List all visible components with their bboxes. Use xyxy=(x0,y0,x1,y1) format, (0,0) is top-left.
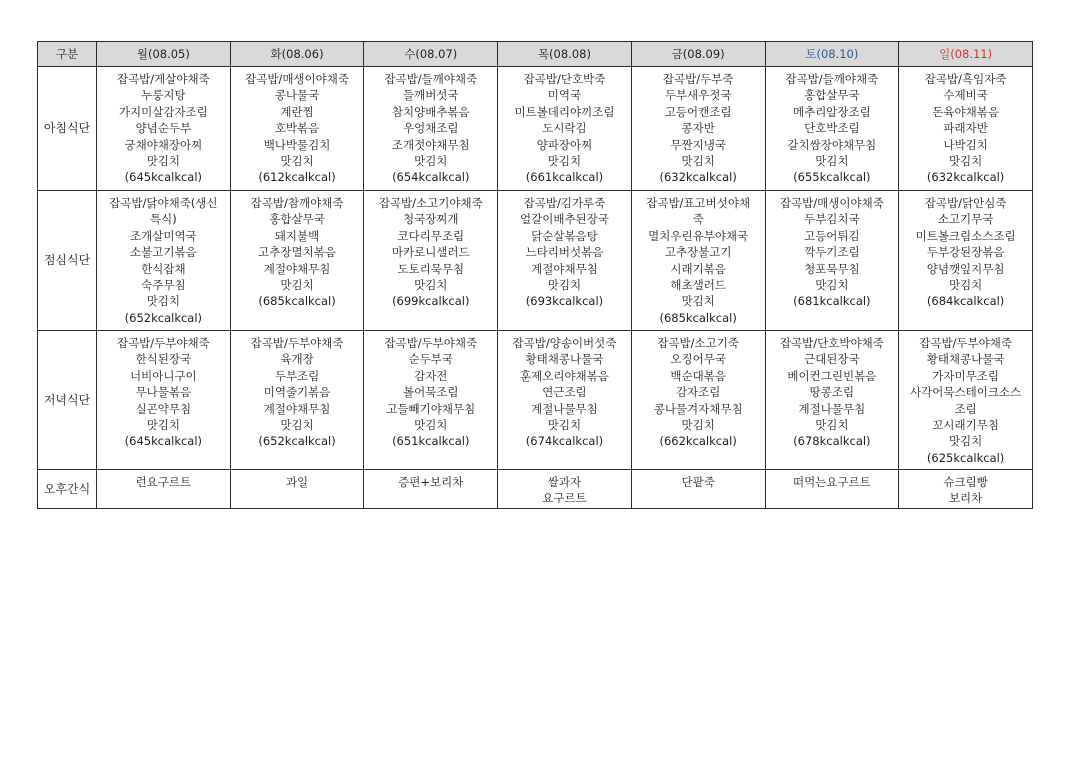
menu-item: 무나물볶음 xyxy=(135,385,192,400)
menu-item: 조림 xyxy=(954,401,977,416)
menu-item: (652kcalkcal) xyxy=(124,310,203,325)
menu-item: 갈치쌈장야채무침 xyxy=(787,137,877,152)
menu-item: 잡곡밥/두부야채죽 xyxy=(919,336,1012,350)
menu-item: 도시락김 xyxy=(542,121,587,136)
menu-item: 마카로니샐러드 xyxy=(391,245,470,260)
menu-item: 맛김치 xyxy=(146,294,181,309)
menu-item: 맛김치 xyxy=(681,294,715,309)
menu-item: 파래자반 xyxy=(943,121,988,136)
menu-item: 죽 xyxy=(692,212,704,227)
menu-item: 땅콩조림 xyxy=(809,385,855,400)
menu-cell xyxy=(765,331,899,470)
menu-cell xyxy=(765,470,899,509)
menu-item: (632kcalkcal) xyxy=(926,170,1005,185)
menu-cell xyxy=(899,67,1033,191)
menu-item: 잡곡밥/들깨야채죽 xyxy=(785,72,879,86)
day-header-thu: 목(08.08) xyxy=(498,42,632,67)
menu-item: 단팥죽 xyxy=(681,475,715,489)
menu-item: 잡곡밥/소고기야채죽 xyxy=(378,196,483,210)
menu-item: 연근조림 xyxy=(542,385,587,400)
menu-item: 코다리무조림 xyxy=(397,228,465,243)
menu-item: 조개젓야채무침 xyxy=(391,137,470,152)
menu-item: (655kcalkcal) xyxy=(793,170,871,185)
menu-cell xyxy=(364,331,498,470)
weekly-meal-table xyxy=(37,41,1033,509)
menu-item: 잡곡밥/단호박죽 xyxy=(523,72,606,86)
menu-item: 잡곡밥/들깨야채죽 xyxy=(384,72,478,86)
menu-item: 느타리버섯볶음 xyxy=(525,245,604,260)
menu-item: 잡곡밥/닭안심죽 xyxy=(924,196,1007,210)
menu-item: 베이컨그린빈볶음 xyxy=(787,368,877,383)
menu-item: 잡곡밥/소고기죽 xyxy=(657,336,739,350)
menu-item: (661kcalkcal) xyxy=(525,170,604,185)
menu-item: (681kcalkcal) xyxy=(793,294,871,309)
menu-item: 맛김치 xyxy=(815,418,849,433)
menu-item: 가자미무조림 xyxy=(932,368,999,383)
meal-label-snack: 오후간식 xyxy=(38,470,97,509)
menu-item: 양념순두부 xyxy=(135,121,192,136)
meal-row-lunch xyxy=(38,191,1033,331)
menu-item: 해초샐러드 xyxy=(670,278,726,293)
menu-cell xyxy=(498,331,632,470)
menu-item: (654kcalkcal) xyxy=(392,170,470,185)
menu-item: (645kcalkcal) xyxy=(124,170,203,185)
menu-item: 나박김치 xyxy=(943,137,988,152)
menu-item: 실곤약무침 xyxy=(135,401,192,416)
menu-item: 맛김치 xyxy=(948,278,983,293)
menu-item: 미역국 xyxy=(547,88,582,103)
menu-item: 참치양배추볶음 xyxy=(391,104,470,119)
menu-item: 들깨버섯국 xyxy=(402,88,459,103)
menu-item: 잡곡밥/참깨야채죽 xyxy=(250,196,344,210)
menu-item: 런요구르트 xyxy=(135,475,192,489)
menu-item: 깍두기조림 xyxy=(804,245,860,260)
menu-item: 미트볼데리야끼조림 xyxy=(514,104,615,119)
menu-item: 한식된장국 xyxy=(135,352,192,367)
menu-item: 콩나물겨자채무침 xyxy=(653,401,743,416)
menu-item: 계절야채무침 xyxy=(263,401,331,416)
menu-item: (685kcalkcal) xyxy=(659,310,737,325)
menu-item: 가지미살감자조림 xyxy=(118,104,208,119)
menu-item: 두부새우젓국 xyxy=(664,88,732,103)
menu-item: 청국장찌개 xyxy=(402,212,459,227)
menu-cell xyxy=(97,191,231,331)
menu-item: 맛김치 xyxy=(948,154,983,169)
menu-item: 맛김치 xyxy=(414,418,448,433)
menu-item: 양념깻잎지무침 xyxy=(926,261,1005,276)
menu-cell xyxy=(631,470,765,509)
menu-item: 잡곡밥/게살야채죽 xyxy=(116,72,210,86)
menu-item: 홍합살무국 xyxy=(804,88,860,103)
menu-item: 쌀과자 xyxy=(547,475,582,489)
menu-item: 메추리알장조림 xyxy=(792,104,871,119)
header-category-label: 구분 xyxy=(38,42,97,67)
menu-cell xyxy=(230,67,364,191)
menu-item: 과일 xyxy=(285,475,309,489)
menu-item: 잡곡밥/김가루죽 xyxy=(523,196,606,210)
menu-item: 소불고기볶음 xyxy=(130,245,197,260)
menu-cell xyxy=(498,191,632,331)
menu-cell xyxy=(899,191,1033,331)
menu-item: 미역줄기볶음 xyxy=(263,385,331,400)
menu-item: 순두부국 xyxy=(408,352,453,367)
menu-item: 맛김치 xyxy=(280,418,314,433)
menu-item: 볼어묵조림 xyxy=(402,385,459,400)
menu-item: 고등어튀김 xyxy=(804,228,860,243)
menu-item: 훈제오리야채볶음 xyxy=(520,368,609,383)
menu-item: 맛김치 xyxy=(146,154,181,169)
header-row xyxy=(38,42,1033,67)
menu-item: 궁채야채장아찌 xyxy=(124,137,203,152)
menu-item: (625kcalkcal) xyxy=(926,450,1005,465)
menu-item: 얼갈이배추된장국 xyxy=(520,212,609,227)
menu-item: (678kcalkcal) xyxy=(793,434,871,449)
menu-item: (612kcalkcal) xyxy=(258,170,336,185)
menu-item: 사각어묵스테이크소스 xyxy=(910,385,1022,400)
meal-row-snack xyxy=(38,470,1033,509)
menu-item: 황태채콩나물국 xyxy=(926,352,1005,367)
menu-item: 한식잡채 xyxy=(141,261,186,276)
menu-item: 맛김치 xyxy=(547,418,582,433)
menu-item: (645kcalkcal) xyxy=(124,434,203,449)
menu-item: 시래기볶음 xyxy=(670,261,726,276)
menu-item: 우엉채조림 xyxy=(402,121,459,136)
day-header-tue: 화(08.06) xyxy=(230,42,364,67)
menu-item: 멸치우린유부야채국 xyxy=(648,228,749,243)
menu-item: 잡곡밥/닭야채죽(생신 xyxy=(109,196,218,210)
meal-row-breakfast xyxy=(38,67,1033,191)
day-header-wed: 수(08.07) xyxy=(364,42,498,67)
menu-item: 도토리묵무침 xyxy=(397,261,465,276)
menu-item: 계절나물무침 xyxy=(531,401,598,416)
menu-cell xyxy=(765,67,899,191)
menu-item: 고추장멸치볶음 xyxy=(258,245,336,260)
meal-label-breakfast: 아침식단 xyxy=(38,67,97,191)
menu-cell xyxy=(631,331,765,470)
menu-item: 백나박물김치 xyxy=(263,137,331,152)
menu-item: 소고기무국 xyxy=(937,212,994,227)
menu-item: 맛김치 xyxy=(547,154,582,169)
menu-cell xyxy=(899,470,1033,509)
menu-cell xyxy=(498,67,632,191)
menu-item: 꼬시래기무침 xyxy=(932,418,999,433)
menu-item: 맛김치 xyxy=(414,278,448,293)
day-header-fri: 금(08.09) xyxy=(631,42,765,67)
menu-item: (632kcalkcal) xyxy=(659,170,737,185)
menu-item: (693kcalkcal) xyxy=(525,294,604,309)
menu-item: 맛김치 xyxy=(948,434,983,449)
menu-item: 단호박조림 xyxy=(804,121,860,136)
meal-row-dinner xyxy=(38,331,1033,470)
menu-item: 증편+보리차 xyxy=(398,475,464,489)
menu-item: 황태채콩나물국 xyxy=(525,352,604,367)
menu-item: 수제비국 xyxy=(943,88,988,103)
meal-label-lunch: 점심식단 xyxy=(38,191,97,331)
menu-item: 숙주무침 xyxy=(141,278,186,293)
menu-item: 맛김치 xyxy=(547,278,582,293)
menu-item: 육개장 xyxy=(280,352,314,367)
menu-cell xyxy=(364,67,498,191)
menu-item: 돈육야채볶음 xyxy=(932,104,999,119)
menu-cell xyxy=(364,470,498,509)
menu-cell xyxy=(899,331,1033,470)
menu-item: 잡곡밥/단호박야채죽 xyxy=(779,336,884,350)
menu-cell xyxy=(631,191,765,331)
menu-item: 무짠지냉국 xyxy=(670,137,726,152)
day-header-mon: 월(08.05) xyxy=(97,42,231,67)
menu-item: 맛김치 xyxy=(815,278,849,293)
menu-item: 요구르트 xyxy=(542,491,587,506)
menu-item: 맛김치 xyxy=(280,278,314,293)
menu-cell xyxy=(498,470,632,509)
menu-item: 홍합살무국 xyxy=(269,212,325,227)
menu-item: 고추장불고기 xyxy=(664,245,732,260)
menu-item: (685kcalkcal) xyxy=(258,294,336,309)
menu-item: 두부김치국 xyxy=(804,212,860,227)
menu-item: 맛김치 xyxy=(681,154,715,169)
menu-item: 잡곡밥/두부야채죽 xyxy=(384,336,478,350)
menu-item: 너비아니구이 xyxy=(130,368,197,383)
menu-item: (684kcalkcal) xyxy=(926,294,1005,309)
menu-item: 계절야채무침 xyxy=(531,261,598,276)
menu-cell xyxy=(230,470,364,509)
menu-cell xyxy=(97,331,231,470)
menu-item: 돼지불백 xyxy=(274,228,320,243)
day-header-sat: 토(08.10) xyxy=(765,42,899,67)
menu-item: 닭순살볶음탕 xyxy=(531,228,598,243)
menu-item: 맛김치 xyxy=(146,418,181,433)
menu-item: 조개살미역국 xyxy=(130,228,197,243)
menu-item: (699kcalkcal) xyxy=(392,294,470,309)
menu-item: 잡곡밥/두부야채죽 xyxy=(116,336,210,350)
menu-item: 슈크림빵 xyxy=(943,475,988,489)
menu-item: 콩자반 xyxy=(681,121,715,136)
menu-item: 고등어캔조림 xyxy=(664,104,732,119)
menu-item: 잡곡밥/두부죽 xyxy=(662,72,734,86)
menu-item: (674kcalkcal) xyxy=(525,434,604,449)
menu-item: 청포묵무침 xyxy=(804,261,860,276)
menu-item: (662kcalkcal) xyxy=(659,434,737,449)
menu-cell xyxy=(364,191,498,331)
menu-item: 감자전 xyxy=(414,368,448,383)
menu-item: 계절야채무침 xyxy=(263,261,331,276)
menu-item: 보리차 xyxy=(948,491,983,506)
menu-item: (652kcalkcal) xyxy=(258,434,336,449)
menu-item: (651kcalkcal) xyxy=(392,434,470,449)
menu-item: 미트볼크림소스조림 xyxy=(915,228,1016,243)
meal-label-dinner: 저녁식단 xyxy=(38,331,97,470)
menu-item: 잡곡밥/매생이야채죽 xyxy=(245,72,349,86)
menu-item: 특식) xyxy=(149,212,177,227)
menu-item: 콩나물국 xyxy=(274,88,320,103)
menu-item: 맛김치 xyxy=(681,418,715,433)
day-header-sun: 일(08.11) xyxy=(899,42,1033,67)
menu-item: 맛김치 xyxy=(280,154,314,169)
menu-item: 잡곡밥/두부야채죽 xyxy=(250,336,344,350)
menu-item: 맛김치 xyxy=(414,154,448,169)
menu-item: 양파장아찌 xyxy=(536,137,593,152)
menu-item: 감자조림 xyxy=(675,385,721,400)
menu-item: 계란찜 xyxy=(280,104,314,119)
menu-item: 백순대볶음 xyxy=(670,368,726,383)
menu-item: 두부조림 xyxy=(274,368,320,383)
menu-item: 잡곡밥/매생이야채죽 xyxy=(779,196,884,210)
menu-cell xyxy=(230,331,364,470)
menu-cell xyxy=(631,67,765,191)
menu-cell xyxy=(765,191,899,331)
menu-item: 맛김치 xyxy=(815,154,849,169)
menu-cell xyxy=(97,470,231,509)
menu-cell xyxy=(97,67,231,191)
menu-item: 떠먹는요구르트 xyxy=(792,475,871,489)
menu-item: 잡곡밥/흑임자죽 xyxy=(924,72,1007,86)
menu-item: 잡곡밥/양송이버섯죽 xyxy=(512,336,617,350)
menu-item: 누룽지탕 xyxy=(141,88,186,103)
menu-item: 근대된장국 xyxy=(804,352,860,367)
menu-item: 계절나물무침 xyxy=(798,401,866,416)
menu-item: 호박볶음 xyxy=(274,121,320,136)
menu-item: 고들빼기야채무침 xyxy=(386,401,476,416)
menu-item: 두부강된장볶음 xyxy=(926,245,1005,260)
menu-cell xyxy=(230,191,364,331)
menu-item: 잡곡밥/표고버섯야채 xyxy=(646,196,751,210)
menu-item: 오징어무국 xyxy=(670,352,726,367)
